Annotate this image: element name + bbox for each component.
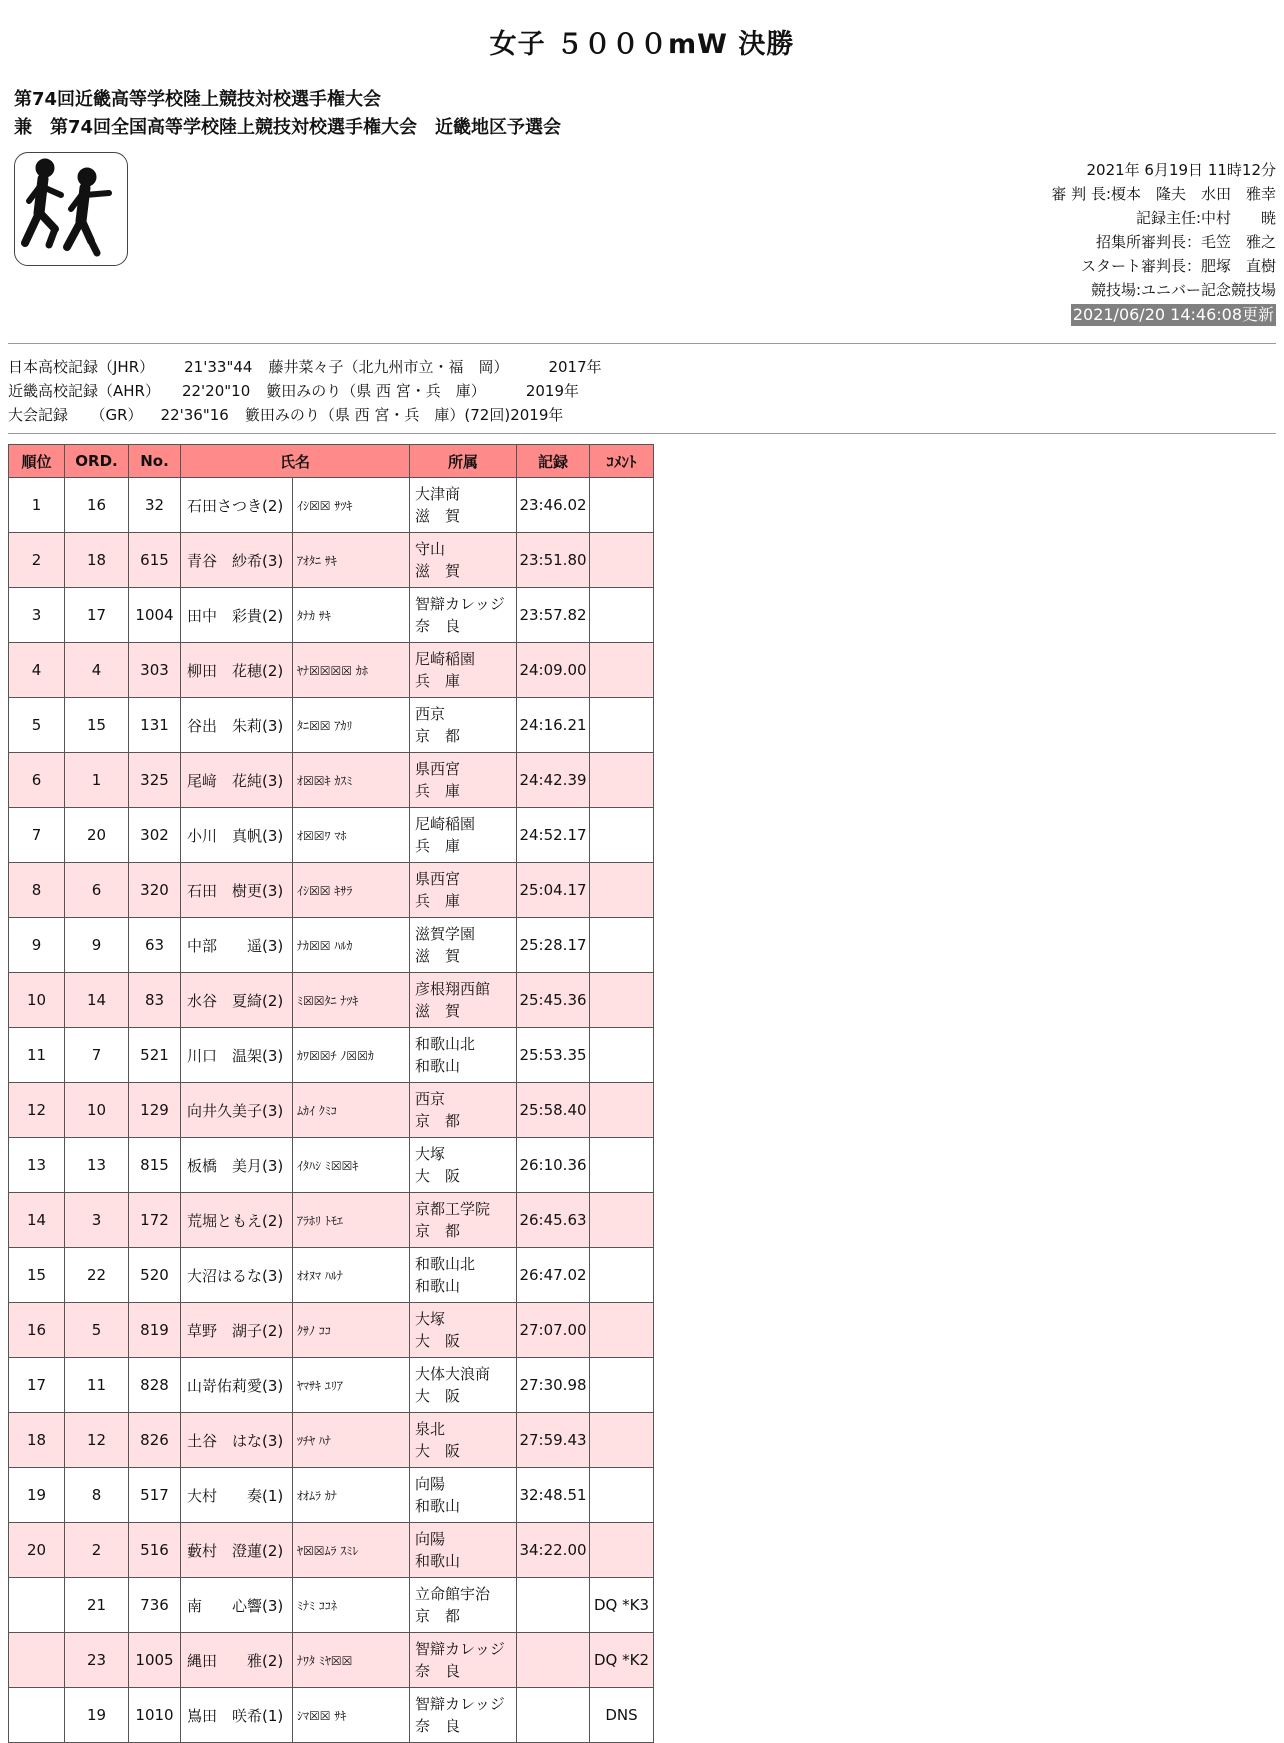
cell-rank: 12 [9,1083,65,1138]
cell-record: 25:53.35 [517,1028,590,1083]
cell-name: 水谷 夏綺(2) [181,973,293,1028]
cell-record: 27:30.98 [517,1358,590,1413]
prefecture: 京 都 [415,1607,461,1625]
table-row [9,1083,654,1138]
cell-comment [590,1248,654,1303]
cell-comment [590,1468,654,1523]
school-name: 大体大浪商 [415,1365,491,1383]
school-name: 智辯カレッジ [415,1695,505,1713]
cell-rank: 8 [9,863,65,918]
cell-ord: 4 [65,643,129,698]
cell-ord: 10 [65,1083,129,1138]
cell-name: 石田さつき(2) [181,478,293,533]
cell-rank [9,1578,65,1633]
table-row [9,808,654,863]
cell-record: 25:04.17 [517,863,590,918]
prefecture: 和歌山 [415,1552,461,1570]
cell-kana: ｱﾗﾎﾘ ﾄﾓｴ [293,1193,410,1248]
prefecture: 大 阪 [415,1387,461,1405]
table-row [9,588,654,643]
cell-rank [9,1633,65,1688]
table-row [9,1303,654,1358]
prefecture: 滋 賀 [415,562,461,580]
prefecture: 大 阪 [415,1167,461,1185]
cell-ord: 20 [65,808,129,863]
cell-kana: ﾔﾅ☒☒☒☒ ｶﾎ [293,643,410,698]
prefecture: 大 阪 [415,1332,461,1350]
cell-ord: 17 [65,588,129,643]
cell-affiliation [410,1248,517,1303]
cell-affiliation [410,1688,517,1743]
prefecture: 和歌山 [415,1497,461,1515]
cell-record [517,1578,590,1633]
cell-ord: 15 [65,698,129,753]
cell-name: 青谷 紗希(3) [181,533,293,588]
cell-affiliation [410,1083,517,1138]
chief-recorder: 記録主任:中村 暁 [1135,209,1276,227]
updated-timestamp: 2021/06/20 14:46:08更新 [1072,305,1274,324]
cell-comment: DNS [590,1688,654,1743]
cell-kana: ｱｵﾀﾆ ｻｷ [293,533,410,588]
cell-comment [590,1303,654,1358]
cell-rank: 6 [9,753,65,808]
header-no: No. [129,445,181,478]
cell-affiliation [410,478,517,533]
record-holder: 籔田みのり（県 西 宮・兵 庫）(72回) [244,406,511,424]
start-referee: スタート審判長：肥塚 直樹 [1080,257,1276,275]
school-name: 尼崎稲園 [415,815,476,833]
cell-comment [590,1028,654,1083]
cell-affiliation [410,1303,517,1358]
cell-kana: ｵ☒☒ｷ ｶｽﾐ [293,753,410,808]
table-row [9,1688,654,1743]
page-title: 女子 ５０００mW 決勝 [489,29,795,60]
cell-ord: 16 [65,478,129,533]
cell-record: 24:16.21 [517,698,590,753]
cell-ord: 19 [65,1688,129,1743]
cell-name: 川口 温架(3) [181,1028,293,1083]
prefecture: 滋 賀 [415,947,461,965]
record-year: 2019年 [510,406,564,424]
cell-rank: 10 [9,973,65,1028]
school-name: 京都工学院 [415,1200,491,1218]
header-ord: ORD. [65,445,129,478]
cell-no: 520 [129,1248,181,1303]
cell-rank: 19 [9,1468,65,1523]
divider-records [8,433,1276,434]
cell-kana: ｶﾜ☒☒ﾁ ﾉ☒☒ｶ [293,1028,410,1083]
cell-name: 田中 彩貴(2) [181,588,293,643]
cell-comment [590,1138,654,1193]
cell-affiliation [410,533,517,588]
cell-comment [590,643,654,698]
cell-name: 向井久美子(3) [181,1083,293,1138]
cell-comment [590,753,654,808]
cell-kana: ｵｵﾇﾏ ﾊﾙﾅ [293,1248,410,1303]
cell-affiliation [410,588,517,643]
cell-no: 517 [129,1468,181,1523]
cell-name: 中部 遥(3) [181,918,293,973]
cell-rank: 14 [9,1193,65,1248]
table-row [9,753,654,808]
header-record: 記録 [517,445,590,478]
cell-affiliation [410,1028,517,1083]
cell-record: 27:59.43 [517,1413,590,1468]
cell-name: 草野 湖子(2) [181,1303,293,1358]
cell-rank: 15 [9,1248,65,1303]
cell-kana: ｼﾏ☒☒ ｻｷ [293,1688,410,1743]
cell-no: 1005 [129,1633,181,1688]
cell-affiliation [410,918,517,973]
record-ahr [8,379,602,403]
cell-ord: 1 [65,753,129,808]
record-time: 22'36"16 [160,406,229,424]
cell-comment [590,863,654,918]
datetime: 2021年 6月19日 11時12分 [1086,161,1276,179]
cell-ord: 18 [65,533,129,588]
cell-kana: ｵ☒☒ﾜ ﾏﾎ [293,808,410,863]
cell-comment [590,1413,654,1468]
cell-record: 24:52.17 [517,808,590,863]
school-name: 泉北 [415,1420,446,1438]
table-row [9,1193,654,1248]
cell-no: 516 [129,1523,181,1578]
cell-kana: ﾀﾅｶ ｻｷ [293,588,410,643]
school-name: 智辯カレッジ [415,595,505,613]
table-row [9,1523,654,1578]
cell-ord: 3 [65,1193,129,1248]
record-label: 近畿高校記録（AHR） [8,382,160,400]
cell-ord: 9 [65,918,129,973]
cell-affiliation [410,698,517,753]
cell-rank: 3 [9,588,65,643]
cell-ord: 21 [65,1578,129,1633]
prefecture: 大 阪 [415,1442,461,1460]
cell-comment [590,808,654,863]
school-name: 和歌山北 [415,1255,476,1273]
cell-record: 23:57.82 [517,588,590,643]
cell-rank: 17 [9,1358,65,1413]
record-holder: 籔田みのり（県 西 宮・兵 庫） [266,382,486,400]
cell-kana: ﾐﾅﾐ ｺｺﾈ [293,1578,410,1633]
call-room-referee: 招集所審判長：毛笠 雅之 [1095,233,1276,251]
cell-rank: 18 [9,1413,65,1468]
walkers-icon [15,153,127,265]
cell-affiliation [410,1468,517,1523]
record-gr [8,403,602,427]
cell-record: 23:51.80 [517,533,590,588]
cell-record: 24:09.00 [517,643,590,698]
school-name: 守山 [415,540,446,558]
school-name: 和歌山北 [415,1035,476,1053]
cell-affiliation [410,1413,517,1468]
cell-no: 521 [129,1028,181,1083]
table-row [9,478,654,533]
cell-name: 小川 真帆(3) [181,808,293,863]
header-name: 氏名 [181,445,410,478]
school-name: 県西宮 [415,760,461,778]
cell-affiliation [410,808,517,863]
cell-name: 柳田 花穂(2) [181,643,293,698]
cell-no: 131 [129,698,181,753]
cell-kana: ﾂﾁﾔ ﾊﾅ [293,1413,410,1468]
cell-record: 25:58.40 [517,1083,590,1138]
school-name: 西京 [415,705,446,723]
cell-comment: DQ *K3 [590,1578,654,1633]
table-row [9,1248,654,1303]
prefecture: 兵 庫 [415,672,461,690]
cell-no: 63 [129,918,181,973]
record-holder: 藤井菜々子（北九州市立・福 岡） [268,358,509,376]
school-name: 向陽 [415,1530,446,1548]
meet-title-line1: 第74回近畿高等学校陸上競技対校選手権大会 [14,89,382,110]
cell-name: 荒堀ともえ(2) [181,1193,293,1248]
cell-comment [590,1193,654,1248]
cell-rank: 1 [9,478,65,533]
cell-rank: 16 [9,1303,65,1358]
cell-rank: 7 [9,808,65,863]
cell-record: 24:42.39 [517,753,590,808]
cell-record [517,1688,590,1743]
cell-kana: ｲﾀﾊｼ ﾐ☒☒ｷ [293,1138,410,1193]
school-name: 立命館宇治 [415,1585,491,1603]
cell-no: 83 [129,973,181,1028]
cell-kana: ｲｼ☒☒ ｻﾂｷ [293,478,410,533]
table-header-row [9,445,654,478]
cell-ord: 6 [65,863,129,918]
school-name: 尼崎稲園 [415,650,476,668]
table-row [9,863,654,918]
school-name: 西京 [415,1090,446,1108]
cell-no: 172 [129,1193,181,1248]
cell-name: 山嵜佑莉愛(3) [181,1358,293,1413]
cell-no: 325 [129,753,181,808]
table-row [9,918,654,973]
prefecture: 兵 庫 [415,892,461,910]
record-time: 21'33"44 [184,358,253,376]
cell-record: 25:28.17 [517,918,590,973]
cell-rank: 11 [9,1028,65,1083]
table-row [9,1578,654,1633]
cell-no: 1004 [129,588,181,643]
cell-affiliation [410,753,517,808]
cell-no: 303 [129,643,181,698]
referee: 審 判 長:榎本 隆夫 水田 雅幸 [1051,185,1276,203]
cell-record: 26:47.02 [517,1248,590,1303]
cell-ord: 14 [65,973,129,1028]
cell-rank [9,1688,65,1743]
record-year: 2019年 [525,382,579,400]
cell-affiliation [410,973,517,1028]
prefecture: 京 都 [415,727,461,745]
cell-kana: ｵｵﾑﾗ ｶﾅ [293,1468,410,1523]
results-body [9,478,654,1743]
prefecture: 滋 賀 [415,507,461,525]
cell-record: 32:48.51 [517,1468,590,1523]
cell-ord: 8 [65,1468,129,1523]
cell-name: 石田 樹更(3) [181,863,293,918]
cell-kana: ﾅｶ☒☒ ﾊﾙｶ [293,918,410,973]
cell-affiliation [410,863,517,918]
cell-affiliation [410,1633,517,1688]
cell-name: 藪村 澄蓮(2) [181,1523,293,1578]
cell-name: 大村 奏(1) [181,1468,293,1523]
cell-kana: ﾀﾆ☒☒ ｱｶﾘ [293,698,410,753]
cell-comment [590,1358,654,1413]
divider-top [8,343,1276,344]
cell-comment [590,533,654,588]
cell-ord: 5 [65,1303,129,1358]
cell-record: 23:46.02 [517,478,590,533]
cell-rank: 13 [9,1138,65,1193]
prefecture: 京 都 [415,1222,461,1240]
cell-comment [590,1083,654,1138]
cell-no: 819 [129,1303,181,1358]
cell-ord: 23 [65,1633,129,1688]
record-label: 日本高校記録（JHR） [8,358,155,376]
prefecture: 和歌山 [415,1057,461,1075]
prefecture: 奈 良 [415,1662,461,1680]
cell-ord: 11 [65,1358,129,1413]
cell-name: 嶌田 咲希(1) [181,1688,293,1743]
prefecture: 京 都 [415,1112,461,1130]
record-jhr [8,355,602,379]
prefecture: 兵 庫 [415,837,461,855]
prefecture: 滋 賀 [415,1002,461,1020]
prefecture: 兵 庫 [415,782,461,800]
venue: 競技場:ユニバー記念競技場 [1090,281,1276,299]
cell-name: 縄田 雅(2) [181,1633,293,1688]
cell-ord: 2 [65,1523,129,1578]
cell-kana: ﾔﾏｻｷ ﾕﾘｱ [293,1358,410,1413]
cell-no: 32 [129,478,181,533]
cell-affiliation [410,1193,517,1248]
prefecture: 和歌山 [415,1277,461,1295]
cell-name: 大沼はるな(3) [181,1248,293,1303]
school-name: 彦根翔西館 [415,980,491,998]
cell-rank: 2 [9,533,65,588]
cell-comment: DQ *K2 [590,1633,654,1688]
table-row [9,1468,654,1523]
cell-record: 27:07.00 [517,1303,590,1358]
school-name: 県西宮 [415,870,461,888]
cell-rank: 9 [9,918,65,973]
cell-no: 828 [129,1358,181,1413]
cell-record: 26:10.36 [517,1138,590,1193]
cell-no: 320 [129,863,181,918]
table-row [9,533,654,588]
cell-no: 826 [129,1413,181,1468]
cell-no: 129 [129,1083,181,1138]
records-block [8,355,602,427]
cell-name: 板橋 美月(3) [181,1138,293,1193]
cell-no: 736 [129,1578,181,1633]
cell-comment [590,478,654,533]
cell-kana: ｸｻﾉ ｺｺ [293,1303,410,1358]
table-row [9,1358,654,1413]
meet-title-line2: 兼 第74回全国高等学校陸上競技対校選手権大会 近畿地区予選会 [14,117,562,138]
cell-comment [590,973,654,1028]
table-row [9,1028,654,1083]
school-name: 大津商 [415,485,461,503]
header-comment: ｺﾒﾝﾄ [590,445,654,478]
school-name: 大塚 [415,1310,446,1328]
cell-comment [590,588,654,643]
cell-kana: ﾅﾜﾀ ﾐﾔ☒☒ [293,1633,410,1688]
cell-ord: 22 [65,1248,129,1303]
prefecture: 奈 良 [415,1717,461,1735]
cell-rank: 20 [9,1523,65,1578]
cell-record: 34:22.00 [517,1523,590,1578]
cell-rank: 5 [9,698,65,753]
cell-no: 302 [129,808,181,863]
prefecture: 奈 良 [415,617,461,635]
cell-comment [590,918,654,973]
cell-comment [590,698,654,753]
cell-name: 尾﨑 花純(3) [181,753,293,808]
header-affiliation: 所属 [410,445,517,478]
table-row [9,1138,654,1193]
cell-affiliation [410,643,517,698]
officials-info [1051,158,1276,327]
cell-record [517,1633,590,1688]
table-row [9,973,654,1028]
cell-rank: 4 [9,643,65,698]
school-name: 大塚 [415,1145,446,1163]
cell-ord: 13 [65,1138,129,1193]
record-time: 22'20"10 [181,382,251,400]
cell-record: 25:45.36 [517,973,590,1028]
cell-ord: 12 [65,1413,129,1468]
cell-kana: ｲｼ☒☒ ｷｻﾗ [293,863,410,918]
cell-affiliation [410,1523,517,1578]
table-row [9,643,654,698]
record-label: 大会記録 （GR） [8,406,143,424]
school-name: 向陽 [415,1475,446,1493]
header-rank: 順位 [9,445,65,478]
table-row [9,1413,654,1468]
cell-name: 土谷 はな(3) [181,1413,293,1468]
cell-ord: 7 [65,1028,129,1083]
cell-affiliation [410,1578,517,1633]
cell-affiliation [410,1358,517,1413]
cell-record: 26:45.63 [517,1193,590,1248]
cell-comment [590,1523,654,1578]
cell-kana: ﾐ☒☒ﾀﾆ ﾅﾂｷ [293,973,410,1028]
cell-no: 615 [129,533,181,588]
cell-kana: ﾑｶｲ ｸﾐｺ [293,1083,410,1138]
table-row [9,1633,654,1688]
cell-affiliation [410,1138,517,1193]
cell-kana: ﾔ☒☒ﾑﾗ ｽﾐﾚ [293,1523,410,1578]
meet-title [14,86,561,142]
school-name: 智辯カレッジ [415,1640,505,1658]
record-year: 2017年 [548,358,602,376]
school-name: 滋賀学園 [415,925,476,943]
table-row [9,698,654,753]
results-table [8,444,654,1743]
cell-name: 南 心響(3) [181,1578,293,1633]
cell-no: 1010 [129,1688,181,1743]
cell-no: 815 [129,1138,181,1193]
race-walk-logo-icon [14,152,128,266]
cell-name: 谷出 朱莉(3) [181,698,293,753]
